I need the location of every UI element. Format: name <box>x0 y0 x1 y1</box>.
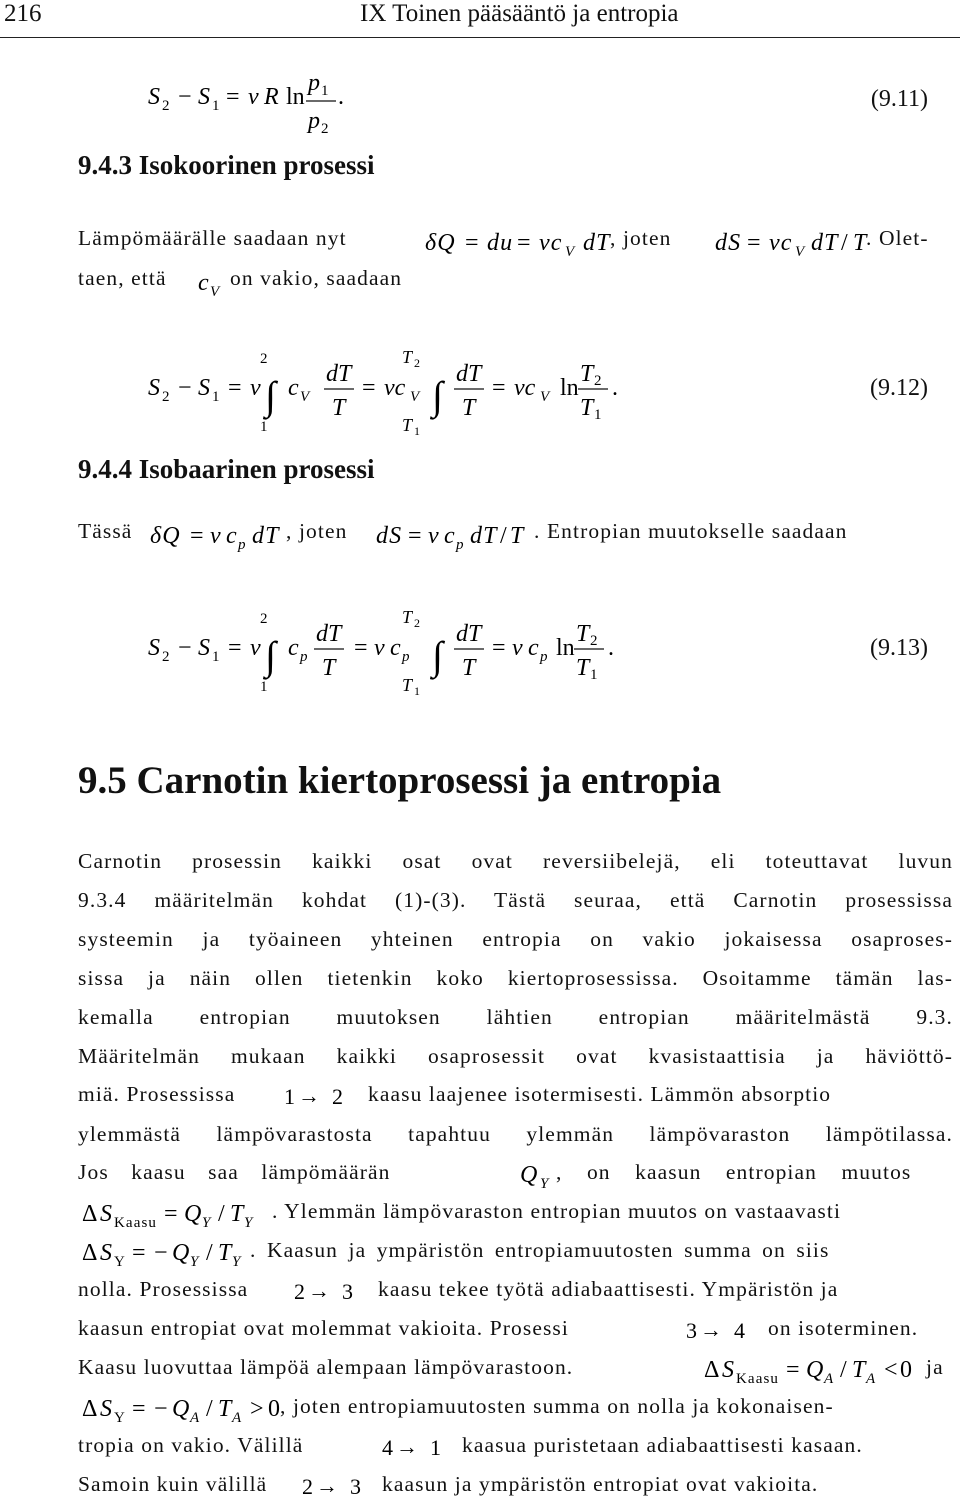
body-line: kemalla entropian muutoksen lähtien entropian määritelmästä 9.3. <box>78 1005 953 1029</box>
body-paragraph <box>78 842 953 1076</box>
svg-text:c: c <box>444 523 456 549</box>
svg-text:p: p <box>540 649 548 665</box>
svg-text:p: p <box>300 649 308 665</box>
svg-text:→: → <box>316 1473 340 1498</box>
svg-text:=: = <box>226 84 240 110</box>
svg-text:1: 1 <box>260 679 268 695</box>
body-line: Carnotin prosessin kaikki osat ovat reversiibelejä, eli toteuttavat luvun <box>78 849 953 873</box>
arrow-2-3 <box>292 1273 362 1307</box>
svg-text:V: V <box>795 244 806 260</box>
svg-text:dT: dT <box>326 361 352 387</box>
svg-text:=: = <box>786 1357 801 1383</box>
svg-text:1: 1 <box>414 424 420 438</box>
svg-text:T: T <box>402 607 413 627</box>
svg-text:c: c <box>198 270 210 296</box>
svg-text:ν: ν <box>210 523 222 549</box>
svg-text:T: T <box>402 347 413 367</box>
svg-text:dT: dT <box>252 523 280 549</box>
svg-text:0: 0 <box>268 1396 282 1422</box>
svg-text:p: p <box>402 649 410 665</box>
svg-text:T: T <box>332 395 346 421</box>
svg-text:ν: ν <box>248 84 259 110</box>
svg-text:1: 1 <box>414 684 420 698</box>
svg-text:δQ: δQ <box>150 523 181 549</box>
body-line-17 <box>78 1466 953 1505</box>
svg-text:1: 1 <box>260 419 268 435</box>
formula-ds-kaasu-a <box>700 1349 930 1387</box>
svg-text:A: A <box>190 1410 201 1426</box>
svg-text:A: A <box>866 1371 877 1387</box>
svg-text:3: 3 <box>350 1474 363 1499</box>
text-span: kaasun ja ympäristön entropiat ovat vakioita. <box>382 1472 819 1496</box>
svg-text:−: − <box>154 1240 169 1266</box>
svg-text:=: = <box>132 1396 147 1422</box>
body-line-14 <box>78 1349 953 1388</box>
svg-text:δQ: δQ <box>425 230 456 256</box>
formula-dq-p <box>148 515 298 555</box>
text-span: , joten <box>610 226 672 250</box>
svg-text:ln: ln <box>560 375 579 401</box>
svg-text:2: 2 <box>414 616 420 630</box>
svg-text:c: c <box>528 635 539 661</box>
equation-number: (9.12) <box>870 375 928 401</box>
svg-text:S: S <box>722 1357 736 1383</box>
body-line-9 <box>78 1154 953 1193</box>
svg-text:/: / <box>840 1357 848 1383</box>
svg-text:Q: Q <box>520 1162 539 1188</box>
svg-text:2: 2 <box>302 1474 315 1499</box>
svg-text:∫: ∫ <box>265 633 276 678</box>
svg-text:V: V <box>300 389 310 405</box>
svg-text:Q: Q <box>806 1357 825 1383</box>
svg-text:T: T <box>852 1357 867 1383</box>
text-span: on isoterminen. <box>768 1316 919 1340</box>
svg-text:p: p <box>238 537 247 553</box>
svg-text:T: T <box>576 621 590 647</box>
svg-text:T: T <box>510 523 525 549</box>
page-number: 216 <box>4 0 42 27</box>
svg-text:2: 2 <box>162 98 170 114</box>
svg-text:S: S <box>148 635 160 661</box>
text-span: , joten entropiamuutosten summa on nolla ja kokonaisen- <box>280 1394 834 1418</box>
svg-text:=: = <box>132 1240 147 1266</box>
svg-text:∫: ∫ <box>265 373 276 418</box>
arrow-3-4 <box>684 1312 754 1346</box>
svg-text:∫: ∫ <box>432 373 443 418</box>
svg-text:ln: ln <box>286 84 305 110</box>
svg-text:2: 2 <box>332 1084 345 1109</box>
equation-9-12 <box>140 345 620 440</box>
svg-text:Q: Q <box>172 1240 191 1266</box>
svg-text:νc: νc <box>384 375 406 401</box>
text-span: Jos kaasu saa lämpömäärän <box>78 1160 391 1184</box>
svg-text:ν: ν <box>250 375 261 401</box>
text-span: taen, että <box>78 266 167 290</box>
svg-text:R: R <box>264 84 279 110</box>
body-line-7 <box>78 1076 953 1115</box>
svg-text:4: 4 <box>734 1318 747 1343</box>
svg-text:2: 2 <box>594 373 602 389</box>
chapter-title: IX Toinen pääsääntö ja entropia <box>360 0 679 27</box>
svg-text:2: 2 <box>590 633 598 649</box>
svg-text:1: 1 <box>212 649 220 665</box>
svg-text:S: S <box>100 1240 114 1266</box>
svg-text:Y: Y <box>232 1254 242 1270</box>
svg-text:→: → <box>308 1278 332 1303</box>
svg-text:Q: Q <box>172 1396 191 1422</box>
svg-text:=: = <box>492 635 506 661</box>
svg-text:T: T <box>576 655 590 681</box>
text-span: miä. Prosessissa <box>78 1082 236 1106</box>
svg-text:1: 1 <box>430 1435 443 1460</box>
body-line-12 <box>78 1271 953 1310</box>
svg-text:2: 2 <box>321 121 329 137</box>
text-span: . Kaasun ja ympäristön entropiamuutosten summa on siis <box>250 1238 830 1262</box>
svg-text:4: 4 <box>382 1435 395 1460</box>
svg-text:dT: dT <box>811 230 839 256</box>
svg-text:ν: ν <box>374 635 385 661</box>
svg-text:A: A <box>232 1410 243 1426</box>
svg-text:Y: Y <box>540 1176 550 1192</box>
text-span: Lämpömäärälle saadaan nyt <box>78 226 347 250</box>
text-span: kaasu laajenee isotermisesti. Lämmön absorptio <box>368 1082 832 1106</box>
svg-text:Q: Q <box>184 1201 203 1227</box>
svg-text:c: c <box>288 375 299 401</box>
svg-text:S: S <box>198 375 210 401</box>
svg-text:=: = <box>354 635 368 661</box>
section-heading-95: 9.5 Carnotin kiertoprosessi ja entropia <box>78 759 722 802</box>
formula-ds-kaasu <box>78 1193 288 1231</box>
svg-text:c: c <box>390 635 401 661</box>
svg-text:=: = <box>164 1201 179 1227</box>
svg-text:/: / <box>206 1396 214 1422</box>
arrow-2-3b <box>300 1468 370 1502</box>
text-span: Samoin kuin välillä <box>78 1472 268 1496</box>
svg-text:S: S <box>100 1201 114 1227</box>
svg-text:−: − <box>154 1396 169 1422</box>
svg-text:0: 0 <box>900 1357 914 1383</box>
text-span: Tässä <box>78 519 133 543</box>
svg-text:Y: Y <box>202 1215 212 1231</box>
svg-text:.: . <box>608 635 614 661</box>
body-paragraph <box>78 1115 953 1154</box>
body-line-13 <box>78 1310 953 1349</box>
equation-number: (9.11) <box>870 86 928 112</box>
paragraph-943-line1 <box>78 222 953 262</box>
equation-9-13 <box>140 605 620 700</box>
svg-text:/: / <box>500 523 508 549</box>
body-line-10 <box>78 1193 953 1232</box>
svg-text:Δ: Δ <box>82 1396 99 1422</box>
svg-text:dT: dT <box>456 361 482 387</box>
svg-text:=: = <box>190 523 205 549</box>
svg-text:Y: Y <box>244 1215 254 1231</box>
svg-text:3: 3 <box>342 1279 355 1304</box>
svg-text:→: → <box>700 1317 724 1342</box>
svg-text:T: T <box>462 655 476 681</box>
svg-text:→: → <box>396 1434 420 1459</box>
svg-text:−: − <box>178 635 192 661</box>
svg-text:=: = <box>492 375 506 401</box>
text-span: on vakio, saadaan <box>230 266 403 290</box>
svg-text:1: 1 <box>212 389 220 405</box>
body-line-16 <box>78 1427 953 1466</box>
body-line: systeemin ja työaineen yhteinen entropia on vakio jokaisessa osaproses- <box>78 927 953 951</box>
text-span: , joten <box>286 519 348 543</box>
svg-text:T: T <box>853 230 868 256</box>
svg-text:dT: dT <box>456 621 482 647</box>
arrow-1-2 <box>282 1078 352 1112</box>
svg-text:1: 1 <box>594 407 602 423</box>
svg-text:S: S <box>148 84 160 110</box>
text-span: tropia on vakio. Välillä <box>78 1433 304 1457</box>
svg-text:T: T <box>402 415 413 435</box>
header-rule <box>0 37 960 38</box>
svg-text:dS: dS <box>715 230 742 256</box>
svg-text:dT: dT <box>316 621 342 647</box>
svg-text:>: > <box>250 1396 265 1422</box>
paragraph-943-line2 <box>78 262 678 302</box>
svg-text:1: 1 <box>590 667 598 683</box>
svg-text:/: / <box>218 1201 226 1227</box>
svg-text:Kaasu: Kaasu <box>736 1371 779 1387</box>
svg-text:=: = <box>362 375 376 401</box>
svg-text:S: S <box>100 1396 114 1422</box>
svg-text:ν: ν <box>250 635 261 661</box>
svg-text:c: c <box>226 523 238 549</box>
svg-text:Y: Y <box>190 1254 200 1270</box>
equation-number: (9.13) <box>870 635 928 661</box>
svg-text:Δ: Δ <box>82 1240 99 1266</box>
svg-text:/: / <box>841 230 849 256</box>
svg-text:S: S <box>148 375 160 401</box>
body-line-15 <box>78 1388 953 1427</box>
body-line-11 <box>78 1232 953 1271</box>
svg-text:2: 2 <box>162 389 170 405</box>
svg-text:=: = <box>228 635 242 661</box>
svg-text:du: du <box>487 230 514 256</box>
formula-ds-y <box>78 1232 258 1270</box>
svg-text:νc: νc <box>769 230 793 256</box>
svg-text:dS: dS <box>376 523 403 549</box>
svg-text:=: = <box>465 230 480 256</box>
svg-text:=: = <box>228 375 242 401</box>
svg-text:T: T <box>218 1240 233 1266</box>
svg-text:2: 2 <box>260 351 268 367</box>
svg-text:1: 1 <box>321 83 329 99</box>
body-line: sissa ja näin ollen tietenkin koko kiertoprosessissa. Osoitamme tämän las- <box>78 966 953 990</box>
section-heading-943: 9.4.3 Isokoorinen prosessi <box>78 150 375 180</box>
svg-text:2: 2 <box>294 1279 307 1304</box>
svg-text:T: T <box>322 655 336 681</box>
text-span: kaasu tekee työtä adiabaattisesti. Ympäristön ja <box>378 1277 839 1301</box>
svg-text:1: 1 <box>212 98 220 114</box>
svg-text:ν: ν <box>512 635 523 661</box>
text-span: . Ylemmän lämpövaraston entropian muutos on vastaavasti <box>272 1199 842 1223</box>
equation-9-11 <box>140 70 480 140</box>
text-span: nolla. Prosessissa <box>78 1277 249 1301</box>
svg-text:∫: ∫ <box>432 633 443 678</box>
svg-text:p: p <box>308 108 320 134</box>
svg-text:T: T <box>580 395 594 421</box>
text-span: , on kaasun entropian muutos <box>556 1160 912 1184</box>
svg-text:T: T <box>402 675 413 695</box>
svg-text:S: S <box>198 84 210 110</box>
svg-text:ν: ν <box>428 523 440 549</box>
svg-text:p: p <box>308 70 320 96</box>
svg-text:Δ: Δ <box>82 1201 99 1227</box>
text-span: kaasua puristetaan adiabaattisesti kasaan. <box>462 1433 863 1457</box>
svg-text:Δ: Δ <box>704 1357 721 1383</box>
formula-ds-y-a <box>78 1388 298 1426</box>
svg-text:1: 1 <box>284 1084 297 1109</box>
svg-text:S: S <box>198 635 210 661</box>
svg-text:T: T <box>462 395 476 421</box>
svg-text:ln: ln <box>556 635 575 661</box>
text-span: . Entropian muutokselle saadaan <box>534 519 848 543</box>
text-span: Kaasu luovuttaa lämpöä alempaan lämpövarastoon. <box>78 1355 574 1379</box>
section-heading-944: 9.4.4 Isobaarinen prosessi <box>78 454 375 484</box>
formula-ds-p <box>374 515 534 555</box>
svg-text:A: A <box>824 1371 835 1387</box>
svg-text:V: V <box>540 389 550 405</box>
svg-text:=: = <box>408 523 423 549</box>
svg-text:V: V <box>565 244 576 260</box>
svg-text:T: T <box>580 361 594 387</box>
body-line: 9.3.4 määritelmän kohdat (1)-(3). Tästä seuraa, että Carnotin prosessissa <box>78 888 953 912</box>
svg-text:<: < <box>884 1357 899 1383</box>
svg-text:2: 2 <box>162 649 170 665</box>
svg-text:V: V <box>410 389 420 405</box>
svg-text:T: T <box>218 1396 233 1422</box>
paragraph-944 <box>78 515 953 555</box>
svg-text:νc: νc <box>539 230 563 256</box>
svg-text:=: = <box>747 230 762 256</box>
text-span: kaasun entropiat ovat molemmat vakioita. Prosessi <box>78 1316 569 1340</box>
svg-text:3: 3 <box>686 1318 699 1343</box>
svg-text:.: . <box>612 375 618 401</box>
text-span: . Olet- <box>866 226 929 250</box>
svg-text:/: / <box>206 1240 214 1266</box>
svg-text:Y: Y <box>114 1410 126 1426</box>
svg-text:Y: Y <box>114 1254 126 1270</box>
body-line: ylemmästä lämpövarastosta tapahtuu ylemmän lämpövaraston lämpötilassa. <box>78 1122 953 1146</box>
svg-text:νc: νc <box>514 375 536 401</box>
svg-text:dT: dT <box>583 230 611 256</box>
arrow-4-1 <box>380 1429 450 1463</box>
svg-text:2: 2 <box>260 611 268 627</box>
svg-text:=: = <box>517 230 532 256</box>
text-span: ja <box>926 1355 944 1379</box>
svg-text:−: − <box>178 375 192 401</box>
svg-text:→: → <box>298 1083 322 1108</box>
svg-text:T: T <box>230 1201 245 1227</box>
svg-text:dT: dT <box>470 523 498 549</box>
svg-text:p: p <box>456 537 465 553</box>
svg-text:.: . <box>338 84 344 110</box>
svg-text:2: 2 <box>414 356 420 370</box>
svg-text:V: V <box>210 284 221 300</box>
svg-text:Kaasu: Kaasu <box>114 1215 157 1231</box>
svg-text:c: c <box>288 635 299 661</box>
body-line: Määritelmän mukaan kaikki osaprosessit ovat kvasistaattisia ja häviöttö- <box>78 1044 953 1068</box>
svg-text:−: − <box>178 84 192 110</box>
